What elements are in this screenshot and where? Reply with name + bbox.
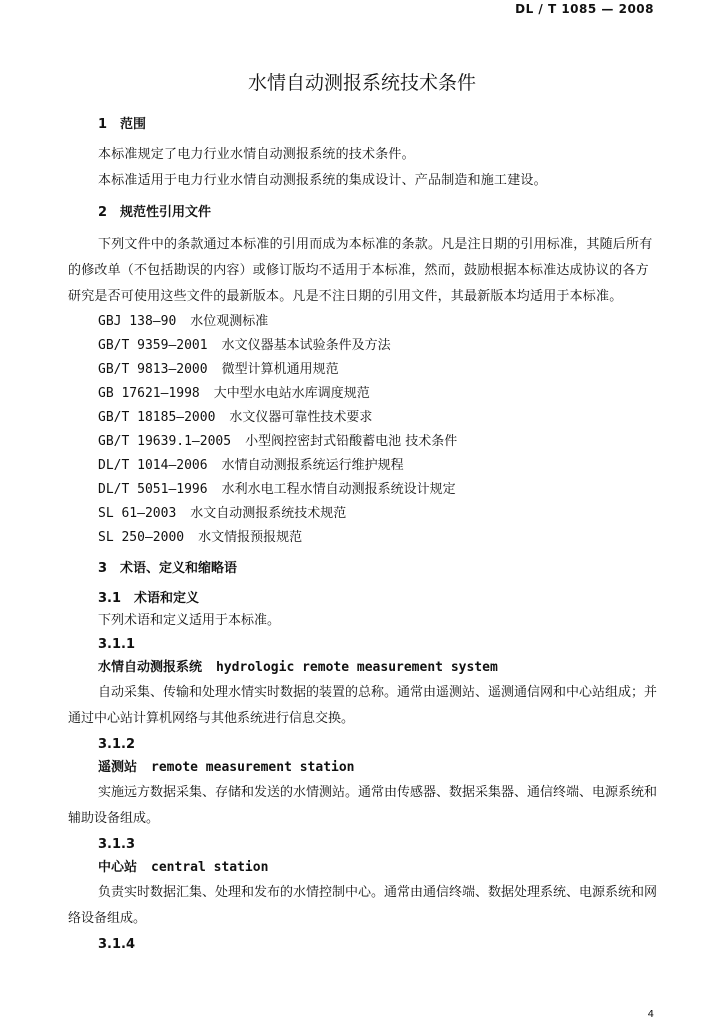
standard-number: DL / T 1085 — 2008 <box>515 2 654 16</box>
term-zh: 中心站 <box>98 860 138 875</box>
reference-code: GBJ 138—90 <box>98 314 177 329</box>
page-number: 4 <box>647 1009 654 1020</box>
term-number: 3.1.3 <box>98 837 136 852</box>
reference-code: GB/T 9359—2001 <box>98 338 208 353</box>
reference-item <box>68 382 660 406</box>
reference-name: 小型阀控密封式铅酸蓄电池 技术条件 <box>245 434 458 449</box>
term-entry <box>68 734 660 832</box>
reference-name: 水利水电工程水情自动测报系统设计规定 <box>221 482 456 497</box>
term-zh: 遥测站 <box>98 760 138 775</box>
term-number: 3.1.4 <box>98 937 136 952</box>
reference-code: DL/T 5051—1996 <box>98 482 208 497</box>
section-1-paragraph: 本标准适用于电力行业水情自动测报系统的集成设计、产品制造和施工建设。 <box>98 173 547 188</box>
document-body <box>68 114 660 956</box>
section-3-heading: 3 术语、定义和缩略语 <box>98 561 238 576</box>
term-number: 3.1.2 <box>98 737 136 752</box>
term-heading <box>68 856 660 880</box>
term-entry <box>68 634 660 732</box>
document-title: 水情自动测报系统技术条件 <box>247 72 476 94</box>
reference-name: 水情自动测报系统运行维护规程 <box>221 458 404 473</box>
term-zh: 水情自动测报系统 <box>98 660 203 675</box>
reference-item <box>68 310 660 334</box>
reference-code: GB/T 9813—2000 <box>98 362 208 377</box>
reference-item <box>68 430 660 454</box>
reference-item <box>68 502 660 526</box>
section-2-heading: 2 规范性引用文件 <box>98 205 212 220</box>
reference-item <box>68 406 660 430</box>
reference-item <box>68 334 660 358</box>
term-heading <box>68 756 660 780</box>
reference-name: 微型计算机通用规范 <box>221 362 339 377</box>
reference-item <box>68 478 660 502</box>
term-entry <box>68 834 660 932</box>
reference-name: 水文自动测报系统技术规范 <box>190 506 347 521</box>
section-1-paragraph: 本标准规定了电力行业水情自动测报系统的技术条件。 <box>98 147 415 162</box>
reference-code: DL/T 1014—2006 <box>98 458 208 473</box>
term-en: hydrologic remote measurement system <box>216 660 498 675</box>
reference-name: 水文仪器基本试验条件及方法 <box>221 338 391 353</box>
reference-name: 水位观测标准 <box>190 314 269 329</box>
section-3-1-heading: 3.1 术语和定义 <box>98 591 200 606</box>
reference-item <box>68 526 660 550</box>
term-en: remote measurement station <box>151 760 355 775</box>
reference-list <box>68 310 660 550</box>
term-definition: 实施远方数据采集、存储和发送的水情测站。通常由传感器、数据采集器、通信终端、电源系统和辅助设备组成。 <box>68 785 658 826</box>
term-heading <box>68 656 660 680</box>
term-en: central station <box>151 860 269 875</box>
reference-code: SL 250—2000 <box>98 530 185 545</box>
reference-name: 大中型水电站水库调度规范 <box>213 386 370 401</box>
reference-item <box>68 358 660 382</box>
reference-name: 水文仪器可靠性技术要求 <box>229 410 373 425</box>
reference-code: GB/T 19639.1—2005 <box>98 434 232 449</box>
term-definition: 自动采集、传输和处理水情实时数据的装置的总称。通常由遥测站、遥测通信网和中心站组成；并通过中心站计算机网络与其他系统进行信息交换。 <box>68 685 658 726</box>
section-2-intro: 下列文件中的条款通过本标准的引用而成为本标准的条款。凡是注日期的引用标准，其随后所有的修改单（不包括勘误的内容）或修订版均不适用于本标准，然而，鼓励根据本标准达成协议的各方研究是否可使用这些文件的最新版本。凡是不注日期的引用文件，其最新版本均适用于本标准。 <box>68 237 653 304</box>
reference-code: SL 61—2003 <box>98 506 177 521</box>
section-3-1-intro: 下列术语和定义适用于本标准。 <box>98 613 281 628</box>
term-number: 3.1.1 <box>98 637 136 652</box>
reference-code: GB 17621—1998 <box>98 386 200 401</box>
reference-code: GB/T 18185—2000 <box>98 410 216 425</box>
reference-name: 水文情报预报规范 <box>198 530 303 545</box>
term-definition: 负责实时数据汇集、处理和发布的水情控制中心。通常由通信终端、数据处理系统、电源系统和网络设备组成。 <box>68 885 658 926</box>
section-1-heading: 1 范围 <box>98 117 147 132</box>
reference-item <box>68 454 660 478</box>
